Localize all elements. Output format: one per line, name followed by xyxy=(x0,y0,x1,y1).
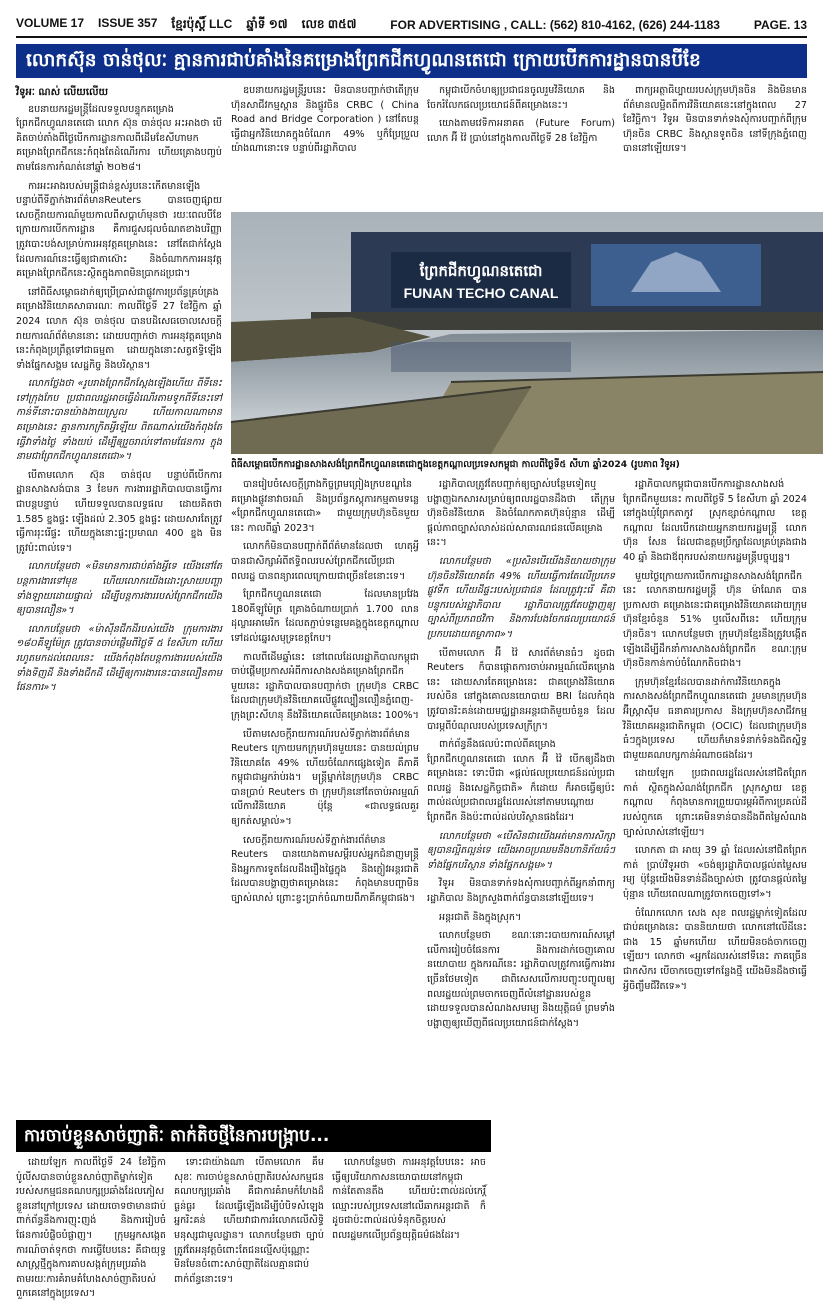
sub-article-column-3 xyxy=(332,1156,486,1260)
paragraph: បានរៀបចំសេចក្ដីព្រាងកិច្ចព្រមព្រៀងក្របខណ្ឌនៃគម្រោងផ្លូវនាវាចរណ៍ និងប្រព័ន្ធភស្តុភារកម្មតាមទន្លេ «ព្រែកជីកហ្វូណនតេជោ» ជាមួយក្រុមហ៊ុនចិនមួយនេះ កាលពីឆ្នាំ 2023។ xyxy=(231,479,419,534)
paragraph: ដោយឡែក ប្រជាពលរដ្ឋដែលរស់នៅជិតព្រែកកាត់ ស្ថិតក្នុងសំណង់ព្រែកជីក ស្រុកស្វាយ ខេត្តកណ្ដាល កំពុងមានការព្រួយបារម្ភអំពីការប្រគល់ដីរបស់ពួកគេ ព្រោះគេមិនទាន់បានដឹងពីតម្លៃសំណងច្បាស់លាស់នៅឡើយ។ xyxy=(623,768,807,838)
byline: វិទូអៈ ណស់ លើយលើយ xyxy=(16,87,109,98)
paragraph: យោងតាមវេទិកាអនាគត (Future Forum) លោក អ៊ី វ៉ៃ ប្រាប់នៅក្នុងកាលពីថ្ងៃទី 28 ខែវិច្ឆិកា xyxy=(427,118,615,144)
paragraph: នៅពិធីសម្ពោធដាក់ឲ្យប្រើប្រាស់ជាផ្លូវការប្រព័ន្ធគ្រប់គ្រងគម្រោងវិនិយោគសាធារណៈ កាលពីថ្ងៃទី 27 ខែវិច្ឆិកា ឆ្នាំ 2024 លោក ស៊ុន ចាន់ថុល បានបដិសេធចោលសេចក្ដីរាយការណ៍ព័ត៌មាននោះ ដោយបញ្ជាក់ថា ការអនុវត្តគម្រោងនេះកំពុងប្រព្រឹត្តទៅជាធម្មតា ដោយក្នុងនោះសត្វឥទ្ធិឡើង ទាំងផ្នែកសង្គម សេដ្ឋកិច្ច និងបរិស្ថាន។ xyxy=(16,286,222,371)
paragraph: បើតាមលោក អ៊ី វ៉ៃ សារព័ត៌មានធំៗ ដូចជា Reuters ក៏បានផ្ដោតការចាប់អារម្មណ៍លើគម្រោងនេះ ដោយសារតែគម្រោងនេះ ជាគម្រោងវិនិយោគរបស់ចិន នៅក្នុងគោលនយោបាយ BRI ដែលកំពុងត្រូវបានរិះគន់ដោយមជ្ឈដ្ឋានអន្តរជាតិមួយចំនួន ដែលបារម្ភពីបំណុលរបស់ប្រទេសក្រីក្រ។ xyxy=(427,647,615,732)
issue-label: ISSUE 357 xyxy=(98,16,158,30)
paragraph: ឧបនាយករដ្ឋមន្ត្រីដែលទទួលបន្ទុកគម្រោងព្រែកជីកហ្វូណនតេជោ លោក ស៊ុន ចាន់ថុល អះអាងថា បើគិតចាប់តាំងពីថ្ងៃបើកការដ្ឋានកាលពីដើមខែសីហាមក គម្រោងព្រែកជីកនេះកំពុងតែដំណើរការ ហើយគ្រោងបញ្ចប់តាមផែនការកំណត់នៅឆ្នាំ ២០២៨។ xyxy=(16,103,222,173)
photo-caption: ពិធីសម្ពោធបើកការដ្ឋានសាងសង់ព្រែកជីកហ្វូណនតេជោក្នុងខេត្តកណ្ដាលប្រទេសកម្ពុជា កាលពីថ្ងៃទី៥ សីហា ឆ្នាំ2024 (រូបភាព វិទូអ) xyxy=(231,459,680,470)
paragraph: លោកក៏មិនបានបញ្ជាក់ពីព័ត៌មានដែលថា ហេតុអ្វីបានជាសិក្សាអំពីឥទ្ធិពលរបស់ព្រែកជីកលើប្រជាពលរដ្ឋ បានពន្យារពេលក្រោយជាច្រើនខែនោះទេ។ xyxy=(231,541,419,582)
brand-name: ខ្មែរប៉ុស្ដិ៍ LLC xyxy=(171,17,233,31)
paragraph: ព្រែកជីកហ្វូណនតេជោ ដែលមានប្រវែង 180គីឡូម៉ែត្រ គ្រោងចំណាយប្រាក់ 1.700 លានដុល្លារអាមេរិក ដែលតភ្ជាប់ទន្លេមេគង្គក្នុងខេត្តកណ្ដាល ទៅដល់ឆ្នេរសមុទ្រខេត្តកែប។ xyxy=(231,589,419,644)
paragraph: លោកបន្ថែមថា «ប្រសិនបើយើងនិយាយថាក្រុមហ៊ុនចិនវិនិយោគតែ 49% ហើយធ្វើការតែលើប្រភេទផ្លូវទឹក ហើយដីផ្ទះរបស់ប្រជាជន ដែលត្រូវរុះរើ គឺជាបន្ទុករបស់រដ្ឋាភិបាល រដ្ឋាភិបាលត្រូវតែបង្ហាញឲ្យច្បាស់ពីប្រភពថវិកា និងការបែងចែកផលប្រយោជន៍ប្រកបដោយតម្លាភាព»។ xyxy=(427,555,615,640)
issue-kh-label: លេខ ៣៥៧ xyxy=(301,17,357,31)
article-column-3-top xyxy=(427,84,615,206)
paragraph: សេចក្ដីរាយការណ៍របស់ទីភ្នាក់ងារព័ត៌មាន Reuters បានយោងតាមសម្ដីរបស់អ្នកជំនាញមន្ត្រី និងអ្នកការទូតដែលដឹងរឿងផ្ទៃក្នុង និងភ្ញៀវអន្តរជាតិ ដែលបានបង្ហាញថាគម្រោងនេះ កំពុងមានបញ្ហាមិនច្បាស់លាស់ ព្រោះខ្វះប្រាក់ចំណាយពីភាគីកម្ពុជាផង។ xyxy=(231,834,419,905)
canal-photo xyxy=(231,212,823,454)
sub-article-column-2 xyxy=(174,1156,324,1285)
paragraph: លោកបន្ថែមថា «មិនមានការជាប់គាំងអ្វីទេ យើងនៅតែបន្តការងារទៅមុខ ហើយលោកយើងដោះស្រាយបញ្ហាទាំងឡាយដោយផ្ទាល់ ដើម្បីបន្តការងាររបស់ព្រែកជីកយើងឲ្យបានលឿន»។ xyxy=(16,561,222,617)
paragraph: វិទូអ មិនបានទាក់ទងសុំការបញ្ជាក់ពីអ្នកនាំពាក្យរដ្ឋាភិបាល និងក្រសួងពាក់ព័ន្ធបាននៅឡើយទេ។ xyxy=(427,878,615,905)
canal-photo-image xyxy=(231,212,823,454)
headline-banner xyxy=(16,44,807,78)
paragraph: បើតាមលោក ស៊ុន ចាន់ថុល បន្ទាប់ពីបើកការដ្ឋានសាងសង់បាន 3 ខែមក ការងាររដ្ឋាភិបាលបានធ្វើការជាបន្តបន្ទាប់ ហើយទទួលបានលទ្ធផល ដោយគិតថា 1.585 ខ្នងផ្ទះ ឡើងដល់ 2.305 ខ្នងផ្ទះ ដោយសារតែត្រូវធ្វើការរុះរើផ្ទះ ហើយក្នុងនោះផ្ទះប្រមាណ 400 ខ្នង មិនត្រូវប៉ះពាល់ទេ។ xyxy=(16,469,222,554)
paragraph: ពាក្យអត្ថាធិប្បាយរបស់ក្រុមហ៊ុនចិន និងមិនមានព័ត៌មានលម្អិតពីការវិនិយោគនេះនៅក្នុងពេល 27 ខែវិច្ឆិកា។ វិទូអ មិនបានទាក់ទងសុំការបញ្ជាក់ពីក្រុមហ៊ុនចិន CRBC និងស្ថានទូតចិន នៅទីក្រុងភ្នំពេញបាននៅឡើយទេ។ xyxy=(623,85,807,155)
article-column-4-bottom xyxy=(623,478,807,1252)
canal-sign-kh: ព្រែកជីកហ្វូណនតេជោ xyxy=(419,262,543,280)
paragraph: បើតាមសេចក្ដីរាយការណ៍របស់ទីភ្នាក់ងារព័ត៌មាន Reuters ក្រោយមកក្រុមហ៊ុនមួយនេះ បានយល់ព្រមវិនិយោគតែ 49% ហើយចំណែកផ្សេងទៀត គឺភាគីកម្ពុជាជាអ្នករ៉ាប់រង។ មន្ត្រីម្នាក់នៃក្រុមហ៊ុន CRBC បានប្រាប់ Reuters ថា ក្រុមហ៊ុននៅតែចាប់អារម្មណ៍ លើការវិនិយោគ ប៉ុន្តែ «ជាលទ្ធផលគួរឲ្យកត់សម្គាល់»។ xyxy=(231,728,419,828)
paragraph: អន្តរជាតិ និងក្នុងស្រុក។ xyxy=(439,911,522,923)
article-column-1 xyxy=(16,84,222,1114)
paragraph: ក្រុមហ៊ុនខ្មែរដែលបានដាក់ការវិនិយោគក្នុងការសាងសង់ព្រែកជីកហ្វូណនតេជោ រួមមានក្រុមហ៊ុនអ៊ីស្ដ្រាស៊ីម ធនាគារប្រកាស និងក្រុមហ៊ុនសាជីវកម្មវិនិយោគអន្តរជាតិកម្ពុជា (OCIC) ដែលជាក្រុមហ៊ុនធំៗក្នុងប្រទេស ហើយក៏មានទំនាក់ទំនងជិតស្និទ្ធជាមួយគណបក្សកាន់អំណាចផងដែរ។ xyxy=(623,676,807,761)
paragraph: ចំណែកលោក សេង សុខ ពលរដ្ឋម្នាក់ទៀតដែលជាប់គម្រោងនេះ បាននិយាយថា លោកនៅលើដីនេះជាង 15 ឆ្នាំមកហើយ ហើយមិនចង់ចាកចេញឡើយ។ លោកថា «អ្នកដែលរស់នៅទីនេះ ភាគច្រើនជាកសិករ បើចាកចេញទៅកន្លែងថ្មី យើងមិនដឹងថាធ្វើអ្វីចិញ្ចឹមជីវិតទេ»។ xyxy=(623,907,807,992)
paragraph: ពាក់ព័ន្ធនឹងផលប៉ះពាល់ពីគម្រោងព្រែកជីកហ្វូណនតេជោ លោក អ៊ី វ៉ៃ បើកឲ្យដឹងថា គម្រោងនេះ ទោះបីជា «ផ្ដល់ផលប្រយោជន៍ដល់ប្រជាពលរដ្ឋ និងសេដ្ឋកិច្ចជាតិ» ក៏ដោយ ក៏អាចធ្វើឲ្យប៉ះពាល់ដល់ប្រជាពលរដ្ឋដែលរស់នៅតាមបណ្ដោយព្រែកជីក និងប៉ះពាល់ដល់បរិស្ថានផងដែរ។ xyxy=(427,739,615,824)
paragraph: មួយថ្ងៃក្រោយការបើកការដ្ឋានសាងសង់ព្រែកជីកនេះ លោកនាយករដ្ឋមន្ត្រី ហ៊ុន ម៉ាណែត បានប្រកាសថា គម្រោងនេះជាគម្រោងវិនិយោគដោយក្រុមហ៊ុនខ្មែរចំនួន 51% ឬលើសពីនេះ ហើយក្រុមហ៊ុនចិន។ លោកបន្ថែមថា ក្រុមហ៊ុនខ្មែរនឹងត្រូវបង្កើតឡើងដើម្បីដឹកនាំការសាងសង់ព្រែកជីក ខណៈក្រុមហ៊ុនចិនកាន់កាប់ចំណែកតិចជាង។ xyxy=(623,570,807,670)
paragraph: លោកតា ជា អាយុ 39 ឆ្នាំ ដែលរស់នៅជិតព្រែកកាត់ ប្រាប់វិទូអថា «ចង់ឲ្យរដ្ឋាភិបាលផ្ដល់តម្លៃសមរម្យ ប៉ុន្តែយើងមិនទាន់ដឹងច្បាស់ថា ត្រូវបានផ្ដល់តម្លៃប៉ុន្មាន ហើយពេលណាត្រូវចាកចេញទៅ»។ xyxy=(623,845,807,901)
paragraph: កម្ពុជាបើកចំហឲ្យប្រជាជនចូលរួមវិនិយោគ និងចែករំលែកផលប្រយោជន៍ពីគម្រោងនេះ។ xyxy=(427,85,615,111)
volume-kh-label: ឆ្នាំទី ១៧ xyxy=(246,17,288,31)
headline: លោកស៊ុន ចាន់ថុលៈ គ្មានការជាប់គាំងនៃគម្រោងព្រែកជីកហ្វូណនតេជោ ក្រោយបើកការដ្ឋានបានបីខែ xyxy=(26,50,701,71)
paragraph: ដោយឡែក កាលពីថ្ងៃទី 24 ខែវិច្ឆិកា ប៉ូលីសបានចាប់ខ្លួនសាច់ញាតិម្នាក់ទៀតរបស់សកម្មជនគណបក្សប្រឆាំងដែលភៀសខ្លួននៅក្រៅប្រទេស ដោយចោទថាមានជាប់ពាក់ព័ន្ធនឹងការញុះញង់ និងការរៀបចំផែនការបំផ្លិចបំផ្លាញ។ ក្រុមអ្នកសង្កេតការណ៍ចាត់ទុកថា ការធ្វើបែបនេះ គឺជាយុទ្ធសាស្ត្រថ្មីក្នុងការគាបសង្កត់ក្រុមប្រឆាំង តាមរយៈការគំរាមគំហែងសាច់ញាតិរបស់ពួកគេនៅក្នុងប្រទេស។ xyxy=(16,1157,166,1300)
volume-label: VOLUME 17 xyxy=(16,16,85,30)
sub-article-column-1 xyxy=(16,1156,166,1300)
paragraph: លោកបន្ថែមថា «បើសិនជាយើងអត់មានការសិក្សាឲ្យបានល្អិតល្អន់ទេ យើងអាចប្រឈមនឹងហានិភ័យធំៗ ទាំងផ្នែកបរិស្ថាន ទាំងផ្នែកសង្គម»។ xyxy=(427,830,615,871)
paragraph: លោកបន្ថែមថា «ម៉ាស៊ីនជីកដីរបស់យើង ក្រុមការងារ ១៨០គីឡូម៉ែត្រ ត្រូវបានចាប់ផ្ដើមពីថ្ងៃទី ៥ ខែសីហា ហើយរហូតមកដល់ពេលនេះ យើងកំពុងតែបន្តការងាររបស់យើងទាំងទិញដី និងទាំងជីកដី ដើម្បីឲ្យការងារនេះបានលឿនតាមផែនការ»។ xyxy=(16,623,222,694)
paragraph: ការអះអាងរបស់មន្ត្រីជាន់ខ្ពស់រូបនេះកើតមានឡើង បន្ទាប់ពីទីភ្នាក់ងារព័ត៌មានReuters បានចេញផ្សាយសេចក្ដីរាយការណ៍មួយកាលពីសប្ដាហ៍មុនថា រយៈពេលបីខែក្រោយការបើកការដ្ឋាន គឺការជួសជុលចំណតខាងបរិញ្ញា ត្រូវបោះបង់សម្រាប់ការអនុវត្តគម្រោងនេះ នៅតែជាក់ស្ដែង ដែលការណ៍នេះធ្វើឲ្យជាតាស៊ោះ និងចំណាកការអនុវត្តគម្រោងព្រែកជីកនេះស្ថិតក្នុងភាពមិនប្រាកដប្រជា។ xyxy=(16,180,222,280)
sub-headline: ការចាប់ខ្លួនសាច់ញាតិៈ តាក់តិចថ្មីនៃការបង្ក្រាប... xyxy=(24,1126,330,1146)
page-header xyxy=(16,14,807,38)
paragraph: លោកបន្ថែមថា ខណៈនោះរបាយការណ៍សម្ដៅលើការរៀបចំផែនការ និងការដាក់ចេញគោលនយោបាយ ក្នុងករណីនេះ រដ្ឋាភិបាលត្រូវការធ្វើការងារច្រើនថែមទៀត ជាពិសេសលើការបញ្ចុះបញ្ចូលឲ្យពលរដ្ឋយល់ព្រមចាកចេញពីលំនៅដ្ឋានរបស់ខ្លួន ដោយទទួលបានសំណងសមរម្យ និងយុត្តិធម៌ ព្រមទាំងបង្ហាញឲ្យឃើញពីផលប្រយោជន៍ជាក់ស្ដែង។ xyxy=(427,930,615,1029)
page-number: PAGE. 13 xyxy=(753,18,807,32)
paragraph: រដ្ឋាភិបាលកម្ពុជាបានបើកការដ្ឋានសាងសង់ព្រែកជីកមួយនេះ កាលពីថ្ងៃទី 5 ខែសីហា ឆ្នាំ 2024 នៅក្នុងឃុំព្រែកតាកូវ ស្រុកខ្សាច់កណ្ដាល ខេត្តកណ្ដាល ដែលបើកដោយអ្នកនាយករដ្ឋមន្ត្រី លោក ហ៊ុន សែន ដែលជាឧត្តមប្រឹក្សាដែលគ្រប់គ្រងជាង 40 ឆ្នាំ និងជាឪពុករបស់នាយករដ្ឋមន្ត្រីបច្ចុប្បន្ន។ xyxy=(623,479,807,563)
sub-headline-banner xyxy=(16,1120,491,1152)
paragraph: រដ្ឋាភិបាលត្រូវតែបញ្ជាក់ឲ្យច្បាស់បន្ថែមទៀតឬបង្ហាញឯកសារសម្រាប់ឲ្យពលរដ្ឋបានដឹងថា តើក្រុមហ៊ុនចិនវិនិយោគ និងចំណែកភាគហ៊ុនប៉ុន្មាន ដើម្បីផ្ដល់ភាពច្បាស់លាស់ដល់សាធារណជនលើគម្រោងនេះ។ xyxy=(427,479,615,549)
paragraph: លោកបន្ថែមថា ការអនុវត្តបែបនេះ អាចធ្វើឲ្យបរិយាកាសនយោបាយនៅកម្ពុជាកាន់តែតានតឹង ហើយប៉ះពាល់ដល់កេរ្តិ៍ឈ្មោះរបស់ប្រទេសនៅលើឆាកអន្តរជាតិ ក៏ដូចជាប៉ះពាល់ដល់ទំនុកចិត្តរបស់ពលរដ្ឋមកលើប្រព័ន្ធយុត្តិធម៌ផងដែរ។ xyxy=(332,1157,486,1241)
paragraph: ទោះជាយ៉ាងណា បើតាមលោក គឹម សុខៈ ការចាប់ខ្លួនសាច់ញាតិរបស់សកម្មជនគណបក្សប្រឆាំង គឺជាការគំរាមកំហែងដ៏ធ្ងន់ធ្ងរ ដែលធ្វើឡើងដើម្បីបំបិទសំឡេងអ្នករិះគន់ ហើយវាជាការរំលោភលើសិទ្ធិមនុស្សជាមូលដ្ឋាន។ លោកបន្ថែមថា ច្បាប់ត្រូវតែអនុវត្តចំពោះតែជនល្មើសប៉ុណ្ណោះ មិនមែនចំពោះសាច់ញាតិដែលគ្មានជាប់ពាក់ព័ន្ធនោះទេ។ xyxy=(174,1157,324,1285)
paragraph: កាលពីដើមឆ្នាំនេះ នៅពេលដែលរដ្ឋាភិបាលកម្ពុជាចាប់ផ្ដើមប្រកាសអំពីការសាងសង់គម្រោងព្រែកជីកមួយនេះ រដ្ឋាភិបាលបានបញ្ជាក់ថា ក្រុមហ៊ុន CRBC ដែលជាក្រុមហ៊ុនវិនិយោគលើផ្លូវល្បឿនលឿនភ្នំពេញ-ក្រុងព្រះសីហនុ នឹងវិនិយោគលើគម្រោងនេះ 100%។ xyxy=(231,651,419,721)
advertising-contact: FOR ADVERTISING , CALL: (562) 810-4162, (626) 244-1183 xyxy=(390,18,720,32)
article-column-4-top xyxy=(623,84,807,206)
paragraph: លោកថ្លែងថា «រូបរាងព្រែកជីកស្ដែងឡើងហើយ ពីទីនេះទៅក្រុងកែប ប្រជាពលរដ្ឋអាចធ្វើដំណើរតាមទូកពីទីនេះទៅកាន់ទីនោះបានយ៉ាងងាយស្រួល ហើយកាលណាមានគម្រោងនេះ គ្មានការកក្រិតអ្វីឡើយ ពិតណាស់យើងកំពុងតែធ្វើវាទាំងថ្ងៃ ទាំងយប់ ដើម្បីឲ្យរួចរាល់ទៅតាមផែនការ ក្នុងនាមជាព្រែកជីកហ្វូណនតេជោ»។ xyxy=(16,378,222,463)
article-column-2-bottom xyxy=(231,478,419,1114)
article-column-2-top xyxy=(231,84,419,206)
canal-sign-en: FUNAN TECHO CANAL xyxy=(403,285,559,301)
paragraph: ឧបនាយករដ្ឋមន្ត្រីរូបនេះ មិនបានបញ្ជាក់ថាតើក្រុមហ៊ុនសាជីវកម្មស្ពាន និងផ្លូវចិន CRBC ( China Road and Bridge Corporation ) នៅតែបន្តធ្វើជាអ្នកវិនិយោគក្នុងចំណែក 49% ឬក៏ប្រែប្រួលយ៉ាងណានោះទេ បន្ទាប់ពីរដ្ឋាភិបាល xyxy=(231,85,419,155)
